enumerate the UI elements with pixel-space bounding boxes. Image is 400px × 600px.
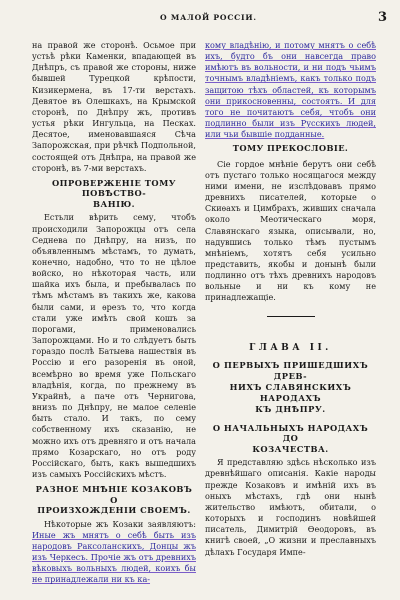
paragraph [205,159,376,304]
right-column [205,40,376,595]
subtitle-line: О ПЕРВЫХЪ ПРИШЕДШИХЪ ДРЕВ- [212,359,369,381]
chapter-subtitle [205,360,376,415]
paragraph [32,212,196,480]
heading-line: ВАНІЮ. [92,198,136,209]
body-text: Я представляю здѣсь нѣсколько изъ древнѣйшаго описанія. Какіе народы прежде Козаковъ и имѣній ихъ въ оныхъ мѣстахъ, гдѣ они нынѣ жительство имѣютъ, обитали, о которыхъ и господинъ новѣйшей писатель, Димитрій Ѳеодоровъ, въ книгѣ своей, „О жизни и преславныхъ дѣлахъ Государя Импе- [205,457,376,557]
section-heading-refutation [32,178,196,210]
subtitle-line: КЪ ДНѢПРУ. [255,403,326,414]
body-text: Естьли вѣрить сему, чтобъ происходили Запорожцы отъ села Седнева по Днѣпру, на низъ, по объявленнымъ мѣстамъ, то думать, конечно, надобно, что то не цѣлое войско, но нѣкоторая часть, или шайка ихъ была, и пребывалась по тѣмъ мѣстамъ въ такихъ же, какова были сами, и ѳрезъ то, что когда стали уже имѣть свой кошъ за порогами, применовались Запорожцами. Но и то слѣдуетъ быть гораздо послѣ Батыева нашествія въ Россію и его разоренія въ оной, всемѣрно во время уже Польскаго владѣнія, когда, по прежнему въ Украйнѣ, а паче отъ Чернигова, внизъ по Днѣпру, не малое селеніе быть стало. И такъ, по сему собственному ихъ сказанію, не можно ихъ отъ древняго и отъ начала прямо Козарскаго, но отъ роду Россійскаго, быть, какъ вышедшихъ изъ самыхъ Россійскихъ мѣстъ. [32,212,196,479]
underlined-text: Иные жъ мнятъ о себѣ быть изъ народовъ Раксоланскихъ, Донцы жъ изъ Черкесъ. Прочіе жъ отъ древнихъ вѣковыхъ вольныхъ людей, коихъ бы не принадлежали ни къ ка- [32,529,196,585]
page-number: 3 [377,10,387,25]
heading-line: ОПРОВЕРЖЕНІЕ ТОМУ ПОВѢСТВО- [51,177,177,199]
body-text: на правой же сторонѣ. Осьмое при устьѣ рѣки Каменки, впадающей въ Днѣпръ, съ правой же стороны, ниже бывшей Турецкой крѣпости, Кизикермена, въ 17-ти верстахъ. Девятое въ Олешкахъ, на Крымской сторонѣ, по Днѣпру жъ, противъ устья рѣки Ингульца, на Песках. Десятое, именовавшаяся Сѣча Запорожская, при рѣчкѣ Подпольной, состоящей отъ Днѣпра, на правой же сторонѣ, въ 7-ми верстахъ. [32,40,196,173]
section-divider [267,316,315,317]
heading-line: КОЗАЧЕСТВА. [252,443,329,454]
section-heading-objection: ТОМУ ПРЕКОСЛОВІЕ. [232,143,349,154]
paragraph [32,40,196,174]
subtitle-line: НИХЪ СЛАВЯНСКИХЪ НАРОДАХЪ [229,381,352,403]
body-text: Сіе гордое мнѣніе берутъ они себѣ отъ пустаго только носящагося между ними имени, не изслѣдовавъ прямо древнихъ писателей, которые о Скиѳахъ и Цимбрахъ, живших сначала около Меотическаго моря, Славянскаго языка, описывали, но, надувшись только тѣмъ пустымъ мнѣніемъ, хотятъ себя усильно представить, якобы и донынѣ были подлинно отъ тѣхъ древнихъ народовъ вольные и ни къ кому не принадлежащіе. [205,158,376,303]
heading-line: РАЗНОЕ МНѢНІЕ КОЗАКОВЪ О [35,484,193,505]
paragraph [205,40,376,140]
page-header [0,10,400,27]
paragraph [32,519,196,586]
body-text: Нѣкоторые жъ Козаки заявляютъ: [44,518,196,529]
heading-line: ПРОИЗХОЖДЕНІИ СВОЕМЪ. [37,505,191,516]
underlined-text: кому владѣнію, и потому мнятъ о себѣ ихъ, будто бъ они навсегда право имѣютъ въ вольности, и ни подъ чьимъ точнымъ владѣніемъ, какъ только подъ защитою тѣхъ областей, къ которымъ они прикосновенны, состоятъ. И для того не почитаютъ себя, чтобъ они подлинно были изъ Русскихъ людей, или чьи бывшіе подданные. [205,40,376,140]
section-heading-early-peoples [205,423,376,455]
running-head: О МАЛОЙ РОССIИ. [160,13,257,22]
chapter-title: ГЛАВА II. [249,342,332,353]
heading-line: О НАЧАЛЬНЫХЪ НАРОДАХЪ ДО [212,422,369,444]
left-column [32,40,196,595]
section-heading-cossack-origin [32,484,196,516]
paragraph [205,457,376,557]
